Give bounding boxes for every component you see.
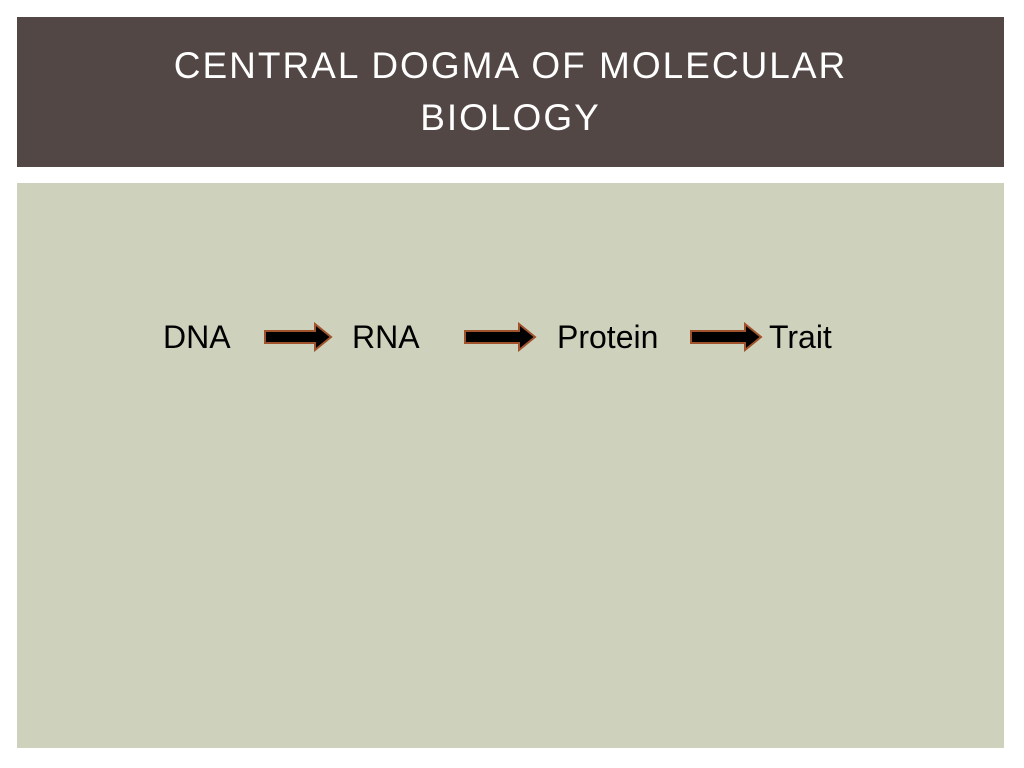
slide-title: CENTRAL DOGMA OF MOLECULAR BIOLOGY — [173, 45, 848, 138]
term-protein: Protein — [557, 319, 659, 355]
right-arrow-icon — [689, 322, 763, 352]
term-dna: DNA — [163, 319, 231, 355]
title-bar — [17, 17, 1004, 167]
right-arrow-icon — [263, 322, 333, 352]
term-rna: RNA — [352, 319, 420, 355]
content-area — [17, 183, 1004, 748]
right-arrow-icon — [463, 322, 537, 352]
term-trait: Trait — [769, 319, 832, 355]
